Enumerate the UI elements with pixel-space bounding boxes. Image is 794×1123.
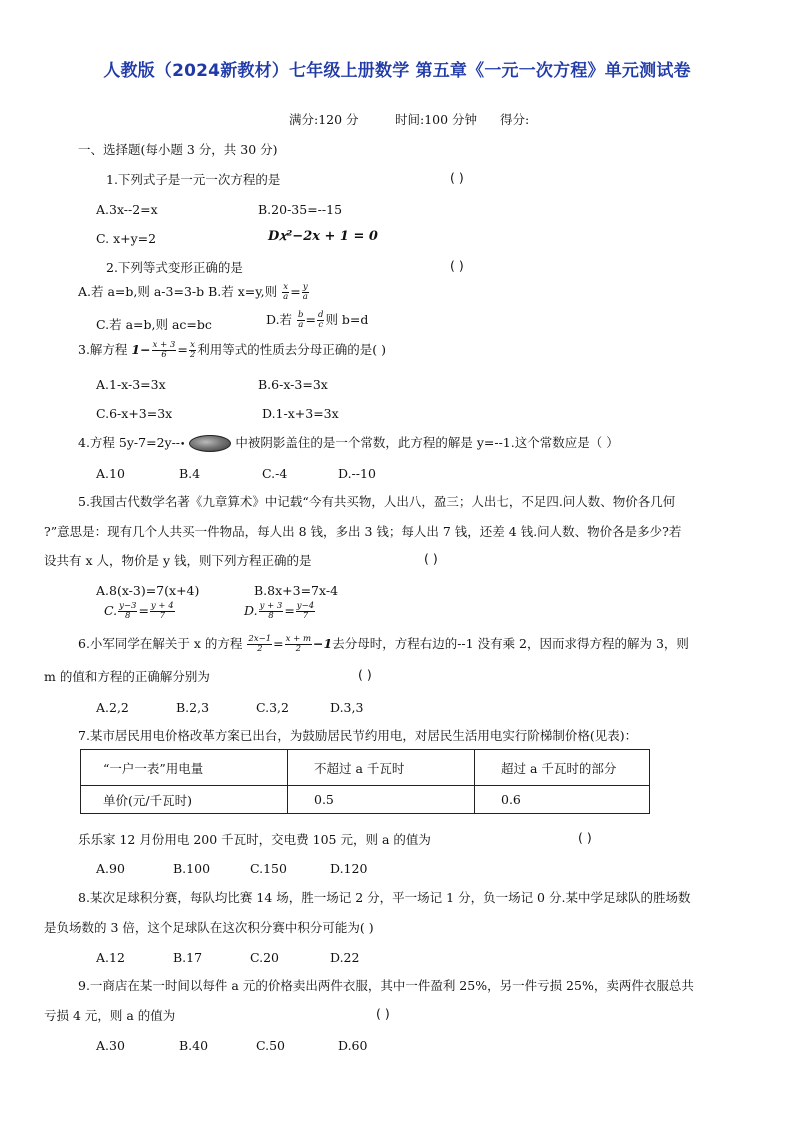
table-cell: “一户一表”用电量 <box>81 750 288 786</box>
q5-option-d-label: D. <box>244 603 258 618</box>
q2-stem: 2.下列等式变形正确的是 <box>106 260 243 275</box>
q3-stem <box>78 340 386 360</box>
denominator: a <box>302 292 308 302</box>
numerator: x <box>190 340 195 350</box>
q5-option-c-label: C. <box>104 603 118 618</box>
q8-option-d: D.22 <box>330 950 360 965</box>
numerator: x <box>283 282 289 292</box>
q4-option-b: B.4 <box>179 466 201 481</box>
fraction <box>285 635 312 654</box>
answer-paren: ( ) <box>450 258 464 273</box>
q2-option-d <box>266 310 368 330</box>
q2-option-d-suffix: 则 b=d <box>325 312 369 327</box>
price-table <box>80 749 650 814</box>
q7-option-b: B.100 <box>173 861 211 876</box>
q1-stem: 1.下列式子是一元一次方程的是 <box>106 172 281 187</box>
q7-line-2: 乐乐家 12 月份用电 200 千瓦时，交电费 105 元，则 a 的值为 <box>78 832 431 847</box>
fraction <box>118 602 137 621</box>
q5-option-d <box>244 602 316 621</box>
q7-option-a: A.90 <box>96 861 125 876</box>
q5-line-2: ?”意思是：现有几个人共买一件物品，每人出 8 钱，多出 3 钱；每人出 7 钱，还差 4 钱.问人数、物价各是多少?若 <box>44 524 682 539</box>
numerator: y <box>302 282 308 292</box>
denominator: 7 <box>159 611 165 621</box>
denominator: 7 <box>302 611 309 621</box>
q2-option-d-prefix: D.若 <box>266 312 293 327</box>
numerator: y + 3 <box>259 601 283 611</box>
q6-option-a: A.2,2 <box>96 700 129 715</box>
numerator: 2x−1 <box>248 634 272 644</box>
q1-option-b: B.20-35=--15 <box>258 202 343 217</box>
answer-paren: ( ) <box>358 667 372 682</box>
q5-line-1: 5.我国古代数学名著《九章算术》中记载“今有共买物，人出八，盈三；人出七，不足四.问人数、物价各几何 <box>78 494 676 509</box>
q1-option-a: A.3x--2=x <box>96 202 158 217</box>
q4-option-c: C.-4 <box>262 466 288 481</box>
q5-option-a: A.8(x-3)=7(x+4) <box>96 583 200 598</box>
equals: = <box>138 603 149 618</box>
q9-line-2: 亏损 4 元，则 a 的值为 <box>44 1008 176 1023</box>
fraction <box>247 635 272 654</box>
q6-stem-prefix: 6.小军同学在解关于 x 的方程 <box>78 636 243 651</box>
answer-paren: ( ) <box>376 1006 390 1021</box>
equals: = <box>273 636 284 651</box>
time-limit: 时间:100 分钟 <box>395 112 478 127</box>
q1-option-d: D𝑥²−2x + 1 = 0 <box>268 229 378 244</box>
q4-option-a: A.10 <box>96 466 125 481</box>
q5-line-3: 设共有 x 人，物价是 y 钱，则下列方程正确的是 <box>44 553 312 568</box>
fraction <box>302 283 309 302</box>
q8-option-a: A.12 <box>96 950 125 965</box>
q4-stem: 4.方程 5y-7=2y--• 中被阴影盖住的是一个常数，此方程的解是 y=--1.这个常数应是（ ） <box>78 435 619 450</box>
denominator: c <box>318 320 324 330</box>
answer-paren: ( ) <box>424 551 438 566</box>
q3-option-d: D.1-x+3=3x <box>262 406 339 421</box>
table-cell: 0.5 <box>288 786 475 814</box>
shadow-blot-icon <box>189 435 231 452</box>
full-score: 满分:120 分 <box>289 112 359 127</box>
numerator: y−4 <box>296 601 315 611</box>
q5-option-c <box>104 602 176 621</box>
fraction <box>259 602 284 621</box>
numerator: d <box>317 310 324 320</box>
q5-option-b: B.8x+3=7x-4 <box>254 583 339 598</box>
q3-option-c: C.6-x+3=3x <box>96 406 173 421</box>
equals: = <box>177 342 188 357</box>
equals: = <box>305 312 316 327</box>
q3-option-b: B.6-x-3=3x <box>258 377 328 392</box>
q4-stem-suffix: 中被阴影盖住的是一个常数，此方程的解是 y=--1.这个常数应是（ ） <box>235 435 619 450</box>
numerator: y + 4 <box>150 601 174 611</box>
denominator: 6 <box>161 350 167 360</box>
denominator: 8 <box>268 611 274 621</box>
q6-option-d: D.3,3 <box>330 700 364 715</box>
denominator: a <box>298 320 304 330</box>
answer-paren: ( ) <box>450 170 464 185</box>
fraction <box>317 311 324 330</box>
denominator: a <box>283 292 289 302</box>
q3-option-a: A.1-x-3=3x <box>96 377 166 392</box>
q9-option-a: A.30 <box>96 1038 125 1053</box>
table-row <box>81 750 650 786</box>
table-cell: 0.6 <box>475 786 650 814</box>
equals: = <box>284 603 295 618</box>
denominator: 2 <box>295 644 302 654</box>
q6-stem-suffix: 去分母时，方程右边的--1 没有乘 2，因而求得方程的解为 3，则 <box>332 636 689 651</box>
table-cell: 超过 a 千瓦时的部分 <box>475 750 650 786</box>
fraction <box>150 602 175 621</box>
q9-option-d: D.60 <box>338 1038 368 1053</box>
fraction <box>296 602 315 621</box>
q9-line-1: 9.一商店在某一时间以每件 a 元的价格卖出两件衣服，其中一件盈利 25%，另一件亏损 25%，卖两件衣服总共 <box>78 978 694 993</box>
q7-option-c: C.150 <box>250 861 287 876</box>
numerator: b <box>298 310 304 320</box>
q8-line-2: 是负场数的 3 倍，这个足球队在这次积分赛中积分可能为( ) <box>44 920 374 935</box>
q4-stem-prefix: 4.方程 5y-7=2y-- <box>78 435 181 450</box>
denominator: 2 <box>189 350 196 360</box>
q6-line-2: m 的值和方程的正确解分别为 <box>44 669 210 684</box>
answer-paren: ( ) <box>578 830 592 845</box>
fraction <box>189 341 196 360</box>
q2-option-ab <box>78 282 310 302</box>
page-title: 人教版（2024新教材）七年级上册数学 第五章《一元一次方程》单元测试卷 <box>103 61 691 81</box>
denominator: 8 <box>125 611 131 621</box>
table-row <box>81 786 650 814</box>
q8-option-b: B.17 <box>173 950 203 965</box>
equals: = <box>290 284 301 299</box>
numerator: x + m <box>285 634 312 644</box>
section-heading: 一、选择题(每小题 3 分，共 30 分) <box>78 142 278 157</box>
q3-stem-prefix: 3.解方程 <box>78 342 128 357</box>
fraction <box>282 283 289 302</box>
math-one: 1− <box>131 342 151 357</box>
fraction <box>297 311 304 330</box>
table-cell: 不超过 a 千瓦时 <box>288 750 475 786</box>
fraction <box>152 341 177 360</box>
table-cell: 单价(元/千瓦时) <box>81 786 288 814</box>
q9-option-c: C.50 <box>256 1038 285 1053</box>
denominator: 2 <box>257 644 263 654</box>
q6-option-b: B.2,3 <box>176 700 210 715</box>
numerator: y−3 <box>119 601 137 611</box>
math-minus-one: −1 <box>313 636 333 651</box>
q7-stem: 7.某市居民用电价格改革方案已出台，为鼓励居民节约用电，对居民生活用电实行阶梯制价格(见表)： <box>78 728 638 743</box>
q6-option-c: C.3,2 <box>256 700 289 715</box>
q2-option-c: C.若 a=b,则 ac=bc <box>96 317 212 332</box>
q2-option-ab-text: A.若 a=b,则 a-3=3-b B.若 x=y,则 <box>78 284 278 299</box>
q4-option-d: D.--10 <box>338 466 376 481</box>
numerator: x + 3 <box>152 340 176 350</box>
q1-option-c: C. x+y=2 <box>96 231 157 246</box>
q7-option-d: D.120 <box>330 861 368 876</box>
q9-option-b: B.40 <box>179 1038 209 1053</box>
q3-stem-suffix: 利用等式的性质去分母正确的是( ) <box>197 342 386 357</box>
q8-line-1: 8.某次足球积分赛，每队均比赛 14 场，胜一场记 2 分，平一场记 1 分，负一场记 0 分.某中学足球队的胜场数 <box>78 890 691 905</box>
score-label: 得分: <box>500 112 530 127</box>
q8-option-c: C.20 <box>250 950 279 965</box>
q6-line-1 <box>78 634 689 654</box>
